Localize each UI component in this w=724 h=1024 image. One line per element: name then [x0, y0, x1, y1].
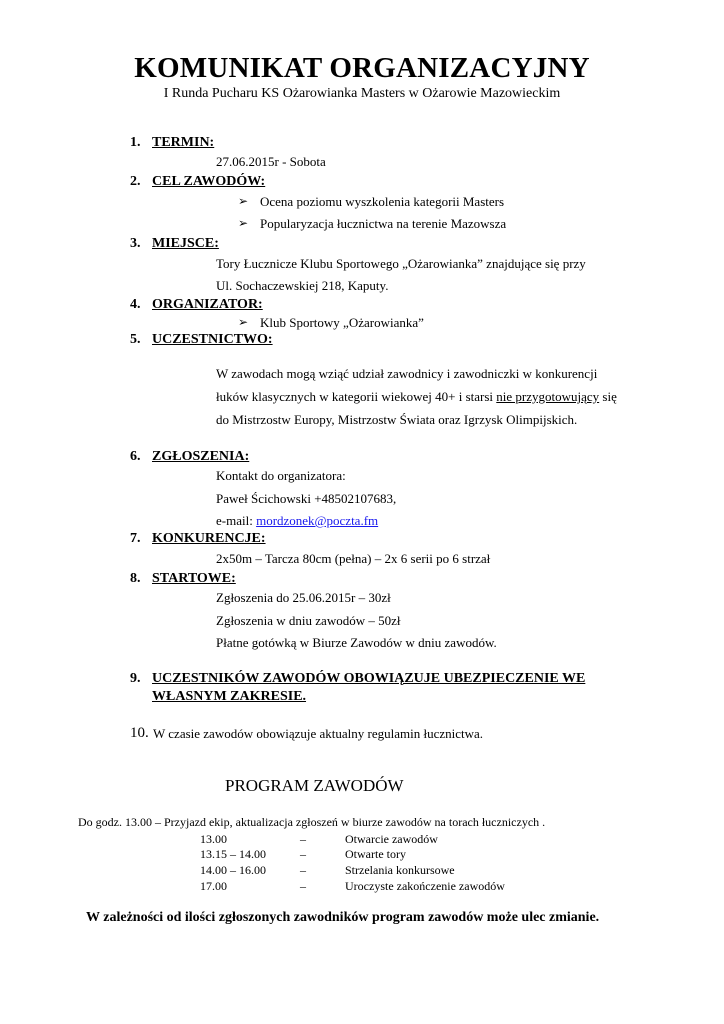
- schedule-dash: –: [300, 863, 306, 877]
- section-number: 3.: [130, 236, 141, 251]
- bullet-item: Popularyzacja łucznictwa na terenie Mazowsza: [260, 216, 507, 231]
- section-number: 7.: [130, 531, 141, 546]
- contact-email-line: e-mail: mordzonek@poczta.fm: [216, 513, 379, 528]
- bullet-item: Klub Sportowy „Ożarowianka”: [260, 315, 424, 330]
- section-heading-organizator: ORGANIZATOR:: [152, 297, 263, 312]
- contact-line: Paweł Ścichowski +48502107683,: [216, 491, 397, 506]
- location-line: Tory Łucznicze Klubu Sportowego „Ożarowianka” znajdujące się przy: [216, 256, 586, 271]
- bullet-item: Ocena poziomu wyszkolenia kategorii Masters: [260, 194, 505, 209]
- schedule-time: 13.00: [200, 832, 227, 846]
- section-heading-zgloszenia: ZGŁOSZENIA:: [152, 449, 250, 464]
- schedule-dash: –: [300, 847, 306, 861]
- program-title: PROGRAM ZAWODÓW: [225, 776, 404, 795]
- section-heading-miejsce: MIEJSCE:: [152, 236, 219, 251]
- fee-line: Zgłoszenia do 25.06.2015r – 30zł: [216, 590, 391, 605]
- section-number: 10.: [130, 725, 149, 741]
- schedule-event: Otwarcie zawodów: [345, 832, 438, 846]
- section-heading-cel: CEL ZAWODÓW:: [152, 174, 266, 189]
- insurance-notice: UCZESTNIKÓW ZAWODÓW OBOWIĄZUJE UBEZPIECZENIE WE: [152, 671, 586, 686]
- section-number: 1.: [130, 135, 141, 150]
- participation-text: do Mistrzostw Europy, Mistrzostw Świata oraz Igrzysk Olimpijskich.: [216, 412, 578, 427]
- arrow-bullet-icon: ➢: [238, 194, 249, 208]
- schedule-dash: –: [300, 832, 306, 846]
- schedule-time: 17.00: [200, 879, 227, 893]
- section-number: 2.: [130, 174, 141, 189]
- schedule-event: Uroczyste zakończenie zawodów: [345, 879, 505, 893]
- fee-line: Zgłoszenia w dniu zawodów – 50zł: [216, 613, 401, 628]
- schedule-event: Strzelania konkursowe: [345, 863, 455, 877]
- termin-date: 27.06.2015r - Sobota: [216, 154, 326, 169]
- competition-line: 2x50m – Tarcza 80cm (pełna) – 2x 6 serii po 6 strzał: [216, 551, 491, 566]
- section-number: 6.: [130, 449, 141, 464]
- location-line: Ul. Sochaczewskiej 218, Kaputy.: [216, 278, 389, 293]
- section-heading-konkurencje: KONKURENCJE:: [152, 531, 266, 546]
- email-link[interactable]: mordzonek@poczta.fm: [256, 513, 379, 528]
- participation-text: łuków klasycznych w kategorii wiekowej 40+ i starsi nie przygotowujący się: [216, 389, 617, 404]
- program-footer-note: W zależności od ilości zgłoszonych zawodników program zawodów może ulec zmianie.: [86, 910, 600, 925]
- contact-line: Kontakt do organizatora:: [216, 468, 346, 483]
- schedule-event: Otwarte tory: [345, 847, 406, 861]
- document-title: KOMUNIKAT ORGANIZACYJNY: [134, 52, 590, 84]
- arrow-bullet-icon: ➢: [238, 315, 249, 329]
- program-intro: Do godz. 13.00 – Przyjazd ekip, aktualizacja zgłoszeń w biurze zawodów na torach łuczniczych .: [78, 815, 546, 829]
- fee-line: Płatne gotówką w Biurze Zawodów w dniu zawodów.: [216, 635, 497, 650]
- section-number: 5.: [130, 332, 141, 347]
- schedule-time: 13.15 – 14.00: [200, 847, 266, 861]
- section-number: 9.: [130, 671, 141, 686]
- insurance-notice: WŁASNYM ZAKRESIE.: [152, 689, 307, 704]
- section-number: 8.: [130, 571, 141, 586]
- section-number: 4.: [130, 297, 141, 312]
- rules-notice: W czasie zawodów obowiązuje aktualny regulamin łucznictwa.: [153, 726, 484, 741]
- arrow-bullet-icon: ➢: [238, 216, 249, 230]
- schedule-dash: –: [300, 879, 306, 893]
- section-heading-uczestnictwo: UCZESTNICTWO:: [152, 332, 273, 347]
- underlined-phrase: nie przygotowujący: [496, 389, 600, 404]
- section-heading-startowe: STARTOWE:: [152, 571, 236, 586]
- document-subtitle: I Runda Pucharu KS Ożarowianka Masters w Ożarowie Mazowieckim: [163, 86, 561, 101]
- schedule-time: 14.00 – 16.00: [200, 863, 266, 877]
- section-heading-termin: TERMIN:: [152, 135, 215, 150]
- participation-text: W zawodach mogą wziąć udział zawodnicy i zawodniczki w konkurencji: [216, 366, 598, 381]
